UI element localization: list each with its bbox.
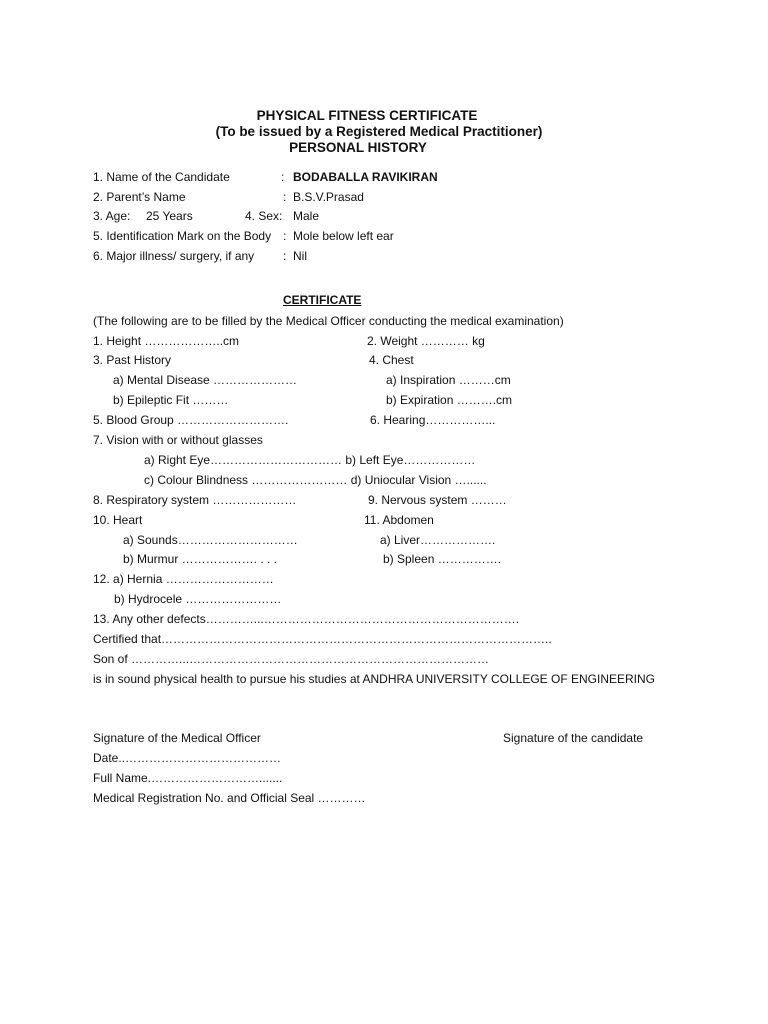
past-history-label: 3. Past History [93, 353, 172, 367]
certificate-instruction: (The following are to be filled by the Medical Officer conducting the medical examination) [93, 314, 564, 328]
name-label: 1. Name of the Candidate [93, 170, 230, 184]
parent-colon: : [283, 190, 287, 204]
son-of-field: Son of …………...………………………………………………………………… [93, 652, 490, 666]
inspiration-field: a) Inspiration ………cm [386, 373, 511, 387]
idmark-colon: : [283, 229, 287, 243]
other-defects-field: 13. Any other defects…………...………………………………………………………. [93, 612, 520, 626]
idmark-value: Mole below left ear [293, 229, 394, 243]
registration-field: Medical Registration No. and Official Seal ………… [93, 791, 366, 805]
parent-label: 2. Parent’s Name [93, 190, 186, 204]
page-title: PHYSICAL FITNESS CERTIFICATE [256, 108, 478, 123]
certified-that-field: Certified that…………………………………………………………………………………….. [93, 632, 552, 646]
section-heading: PERSONAL HISTORY [289, 140, 427, 155]
height-field: 1. Height ………………..cm [93, 334, 240, 348]
respiratory-field: 8. Respiratory system ………………… [93, 493, 297, 507]
medical-officer-signature: Signature of the Medical Officer [93, 731, 261, 745]
hernia-field: 12. a) Hernia ……………………… [93, 572, 274, 586]
expiration-field: b) Expiration ……….cm [386, 393, 513, 407]
sounds-field: a) Sounds………………………… [123, 533, 298, 547]
liver-field: a) Liver………………. [380, 533, 496, 547]
epileptic-fit-field: b) Epileptic Fit ……… [113, 393, 229, 407]
certificate-heading: CERTIFICATE [283, 293, 362, 307]
idmark-label: 5. Identification Mark on the Body [93, 229, 272, 243]
sound-health-statement: is in sound physical health to pursue his studies at ANDHRA UNIVERSITY COLLEGE OF ENGINEERING [93, 672, 656, 686]
chest-label: 4. Chest [369, 353, 414, 367]
age-value: 25 Years [146, 209, 193, 223]
eye-fields: a) Right Eye…………………………… b) Left Eye……………… [144, 453, 476, 467]
name-value: BODABALLA RAVIKIRAN [293, 170, 438, 184]
vision-label: 7. Vision with or without glasses [93, 433, 263, 447]
candidate-signature: Signature of the candidate [503, 731, 644, 745]
age-label: 3. Age: [93, 209, 131, 223]
page-subtitle: (To be issued by a Registered Medical Practitioner) [215, 124, 543, 139]
weight-field: 2. Weight ………… kg [367, 334, 485, 348]
colour-uniocular-fields: c) Colour Blindness …………………… d) Uniocular Vision …...... [144, 473, 487, 487]
heart-label: 10. Heart [93, 513, 143, 527]
full-name-field: Full Name.………………………....... [93, 771, 283, 785]
illness-value: Nil [293, 249, 307, 263]
sex-value: Male [293, 209, 320, 223]
nervous-field: 9. Nervous system ……… [368, 493, 507, 507]
sex-label: 4. Sex: [245, 209, 283, 223]
date-field: Date..………………………………… [93, 751, 282, 765]
hydrocele-field: b) Hydrocele …………………… [114, 592, 282, 606]
name-colon: : [281, 170, 285, 184]
illness-colon: : [283, 249, 287, 263]
spleen-field: b) Spleen ……………. [383, 552, 502, 566]
parent-value: B.S.V.Prasad [293, 190, 364, 204]
abdomen-label: 11. Abdomen [364, 513, 434, 527]
illness-label: 6. Major illness/ surgery, if any [93, 249, 255, 263]
blood-group-field: 5. Blood Group ………………………. [93, 413, 289, 427]
mental-disease-field: a) Mental Disease ………………… [113, 373, 298, 387]
murmur-field: b) Murmur ………………. . . . [123, 552, 278, 566]
hearing-field: 6. Hearing……………... [370, 413, 496, 427]
